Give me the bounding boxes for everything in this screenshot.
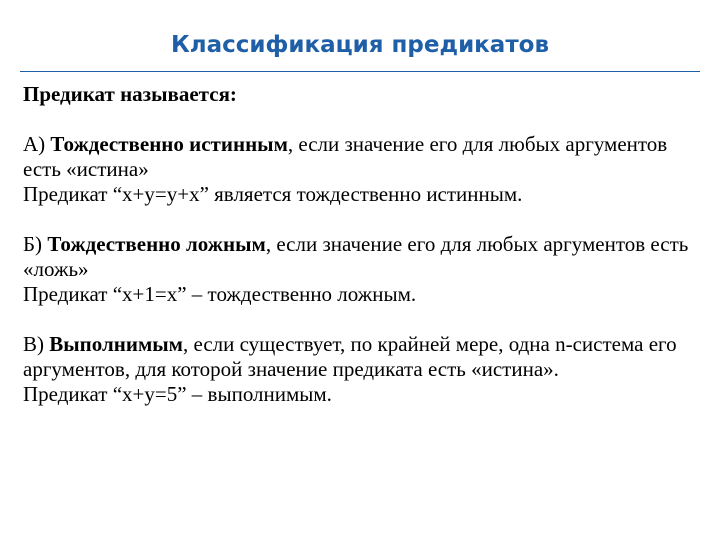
slide-title: Классификация предикатов: [170, 32, 550, 58]
definition-section-c: [23, 332, 693, 407]
definition-text: , если существует, по крайней мере, одна n-система его аргументов, для которой значение предиката есть «истина».: [23, 332, 677, 381]
definition-term: Тождественно ложным: [47, 232, 266, 256]
intro-text: Предикат называется:: [23, 82, 237, 106]
section-letter: А): [23, 132, 46, 156]
section-letter: В): [23, 332, 44, 356]
example-text: Предикат “x+y=5” – выполнимым.: [23, 382, 332, 406]
definition-term: Тождественно истинным: [50, 132, 288, 156]
definition-section-a: [23, 132, 693, 207]
definition-paragraph: [23, 332, 693, 382]
slide-body: [23, 82, 693, 407]
definition-term: Выполнимым: [49, 332, 183, 356]
definition-text: , если значение его для любых аргументов есть «ложь»: [23, 232, 689, 281]
title-divider: [20, 71, 700, 72]
section-letter: Б): [23, 232, 43, 256]
definition-paragraph: [23, 232, 693, 282]
example-text: Предикат “x+y=y+x” является тождественно истинным.: [23, 182, 523, 206]
definition-section-b: [23, 232, 693, 307]
definition-paragraph: [23, 132, 693, 182]
example-text: Предикат “x+1=x” – тождественно ложным.: [23, 282, 417, 306]
definition-text: , если значение его для любых аргументов есть «истина»: [23, 132, 668, 181]
